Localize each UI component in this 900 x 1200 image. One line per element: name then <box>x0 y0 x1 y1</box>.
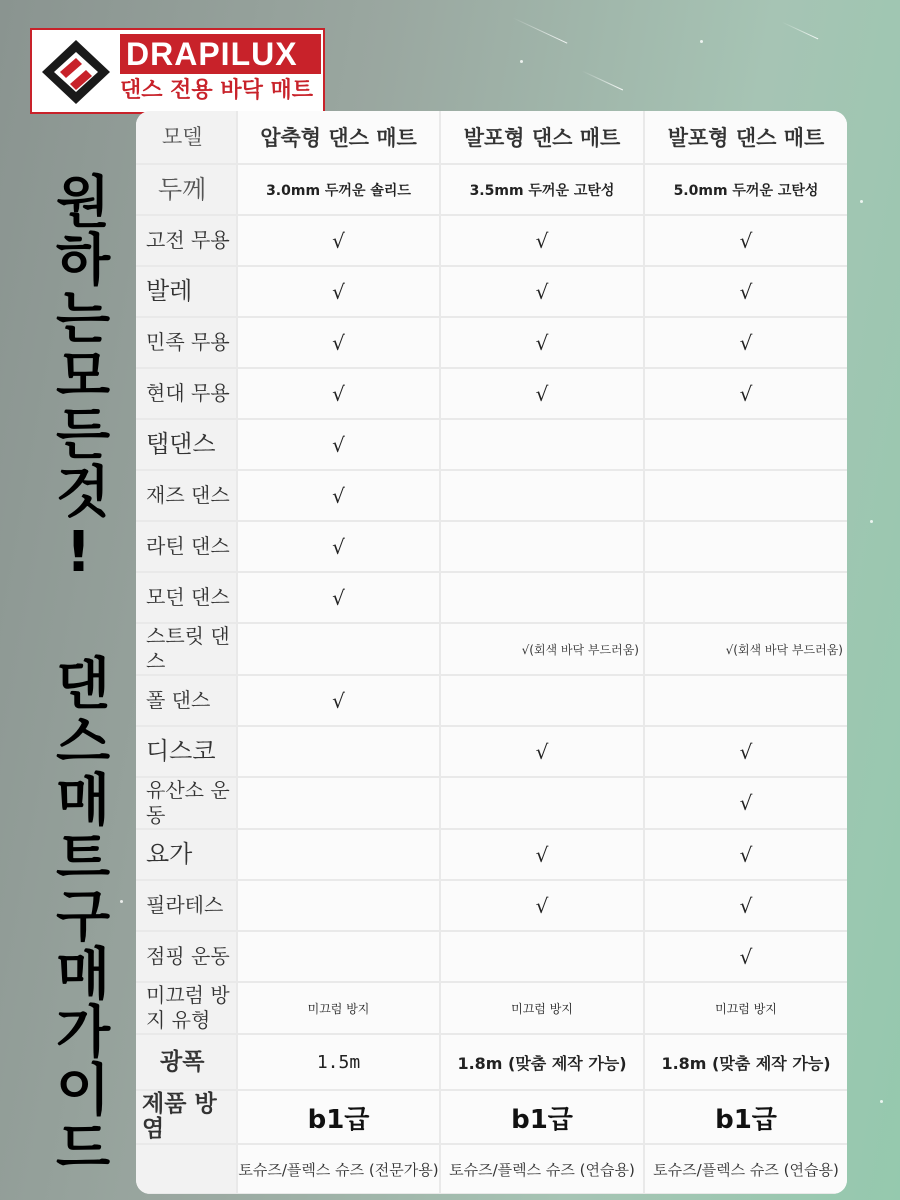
check-mark: √ <box>644 726 847 777</box>
activity-label: 필라테스 <box>136 880 237 931</box>
check-mark: √ <box>644 368 847 419</box>
empty-cell <box>440 572 644 623</box>
thickness-row <box>136 164 847 215</box>
activity-label: 라틴 댄스 <box>136 521 237 572</box>
column-header: 압축형 댄스 매트 <box>237 111 440 164</box>
check-mark: √ <box>440 880 644 931</box>
empty-cell <box>644 521 847 572</box>
activity-row <box>136 368 847 419</box>
width-value: 1.8m (맞춤 제작 가능) <box>440 1034 644 1090</box>
fire-rating-value: b1급 <box>440 1090 644 1144</box>
check-mark: √ <box>644 880 847 931</box>
thickness-value: 5.0mm 두꺼운 고탄성 <box>644 164 847 215</box>
fire-rating-row <box>136 1090 847 1144</box>
cell-text: 미끄럼 방지 <box>440 982 644 1034</box>
activity-label: 민족 무용 <box>136 317 237 368</box>
activity-label: 현대 무용 <box>136 368 237 419</box>
activity-label: 재즈 댄스 <box>136 470 237 521</box>
empty-cell <box>644 572 847 623</box>
activity-label: 고전 무용 <box>136 215 237 266</box>
check-mark: √ <box>440 266 644 317</box>
check-mark: √ <box>440 726 644 777</box>
check-mark: √ <box>237 521 440 572</box>
activity-row <box>136 829 847 880</box>
check-mark: √ <box>440 368 644 419</box>
activity-row <box>136 726 847 777</box>
check-mark: √ <box>237 675 440 726</box>
sparkle <box>870 520 873 523</box>
check-note: √(회색 바닥 부드러움) <box>644 623 847 675</box>
activity-label: 디스코 <box>136 726 237 777</box>
sparkle <box>880 1100 883 1103</box>
logo-subtitle: 댄스 전용 바닥 매트 <box>120 78 313 103</box>
column-header: 발포형 댄스 매트 <box>440 111 644 164</box>
activity-label: 유산소 운동 <box>136 777 237 829</box>
shoes-value: 토슈즈/플렉스 슈즈 (연습용) <box>644 1144 847 1194</box>
activity-row <box>136 266 847 317</box>
activity-row <box>136 675 847 726</box>
activity-row <box>136 419 847 470</box>
shoes-value: 토슈즈/플렉스 슈즈 (연습용) <box>440 1144 644 1194</box>
comparison-table <box>136 111 847 1194</box>
empty-cell <box>440 419 644 470</box>
brand-logo <box>30 28 325 114</box>
activity-row <box>136 521 847 572</box>
activity-label: 미끄럼 방지 유형 <box>136 982 237 1034</box>
activity-label: 점핑 운동 <box>136 931 237 982</box>
thickness-value: 3.0mm 두꺼운 솔리드 <box>237 164 440 215</box>
logo-mark-icon <box>36 34 116 110</box>
activity-row <box>136 572 847 623</box>
width-label: 광폭 <box>136 1034 237 1090</box>
empty-cell <box>237 777 440 829</box>
check-mark: √ <box>644 317 847 368</box>
activity-row <box>136 317 847 368</box>
empty-cell <box>440 470 644 521</box>
activity-row <box>136 215 847 266</box>
check-mark: √ <box>237 368 440 419</box>
empty-cell <box>644 675 847 726</box>
empty-cell <box>237 931 440 982</box>
comparison-card <box>136 111 847 1194</box>
thickness-value: 3.5mm 두꺼운 고탄성 <box>440 164 644 215</box>
check-mark: √ <box>440 215 644 266</box>
activity-row <box>136 880 847 931</box>
thickness-label: 두께 <box>136 164 237 215</box>
empty-cell <box>237 829 440 880</box>
check-note: √(회색 바닥 부드러움) <box>440 623 644 675</box>
activity-label: 발레 <box>136 266 237 317</box>
check-mark: √ <box>440 829 644 880</box>
width-value: 1.5m <box>237 1034 440 1090</box>
logo-brand-text: DRAPILUX <box>120 34 321 74</box>
width-value: 1.8m (맞춤 제작 가능) <box>644 1034 847 1090</box>
check-mark: √ <box>440 317 644 368</box>
activity-row <box>136 931 847 982</box>
check-mark: √ <box>644 931 847 982</box>
header-label: 모델 <box>136 111 237 164</box>
empty-cell <box>440 675 644 726</box>
activity-label: 스트릿 댄스 <box>136 623 237 675</box>
check-mark: √ <box>644 266 847 317</box>
activity-label: 탭댄스 <box>136 419 237 470</box>
check-mark: √ <box>237 317 440 368</box>
column-header: 발포형 댄스 매트 <box>644 111 847 164</box>
header-row <box>136 111 847 164</box>
sparkle <box>860 200 863 203</box>
sparkle <box>700 40 703 43</box>
empty-cell <box>237 726 440 777</box>
activity-row <box>136 623 847 675</box>
empty-cell <box>440 521 644 572</box>
check-mark: √ <box>237 572 440 623</box>
check-mark: √ <box>644 215 847 266</box>
empty-cell <box>440 777 644 829</box>
shoes-row <box>136 1144 847 1194</box>
check-mark: √ <box>237 266 440 317</box>
activity-label: 요가 <box>136 829 237 880</box>
activity-row <box>136 777 847 829</box>
empty-cell <box>440 931 644 982</box>
light-streak <box>782 22 819 40</box>
empty-cell <box>644 470 847 521</box>
sparkle <box>120 900 123 903</box>
check-mark: √ <box>237 419 440 470</box>
empty-cell <box>237 623 440 675</box>
fire-rating-value: b1급 <box>237 1090 440 1144</box>
shoes-label <box>136 1144 237 1194</box>
check-mark: √ <box>644 829 847 880</box>
shoes-value: 토슈즈/플렉스 슈즈 (전문가용) <box>237 1144 440 1194</box>
empty-cell <box>644 419 847 470</box>
cell-text: 미끄럼 방지 <box>644 982 847 1034</box>
side-title: 원하는모든것! 댄스매트구매가이드 <box>46 172 111 1176</box>
activity-row <box>136 982 847 1034</box>
activity-row <box>136 470 847 521</box>
light-streak <box>582 71 623 91</box>
sparkle <box>520 60 523 63</box>
empty-cell <box>237 880 440 931</box>
fire-rating-label: 제품 방염 <box>136 1090 237 1144</box>
activity-label: 폴 댄스 <box>136 675 237 726</box>
check-mark: √ <box>237 470 440 521</box>
check-mark: √ <box>644 777 847 829</box>
light-streak <box>513 17 568 43</box>
check-mark: √ <box>237 215 440 266</box>
cell-text: 미끄럼 방지 <box>237 982 440 1034</box>
width-row <box>136 1034 847 1090</box>
activity-label: 모던 댄스 <box>136 572 237 623</box>
fire-rating-value: b1급 <box>644 1090 847 1144</box>
